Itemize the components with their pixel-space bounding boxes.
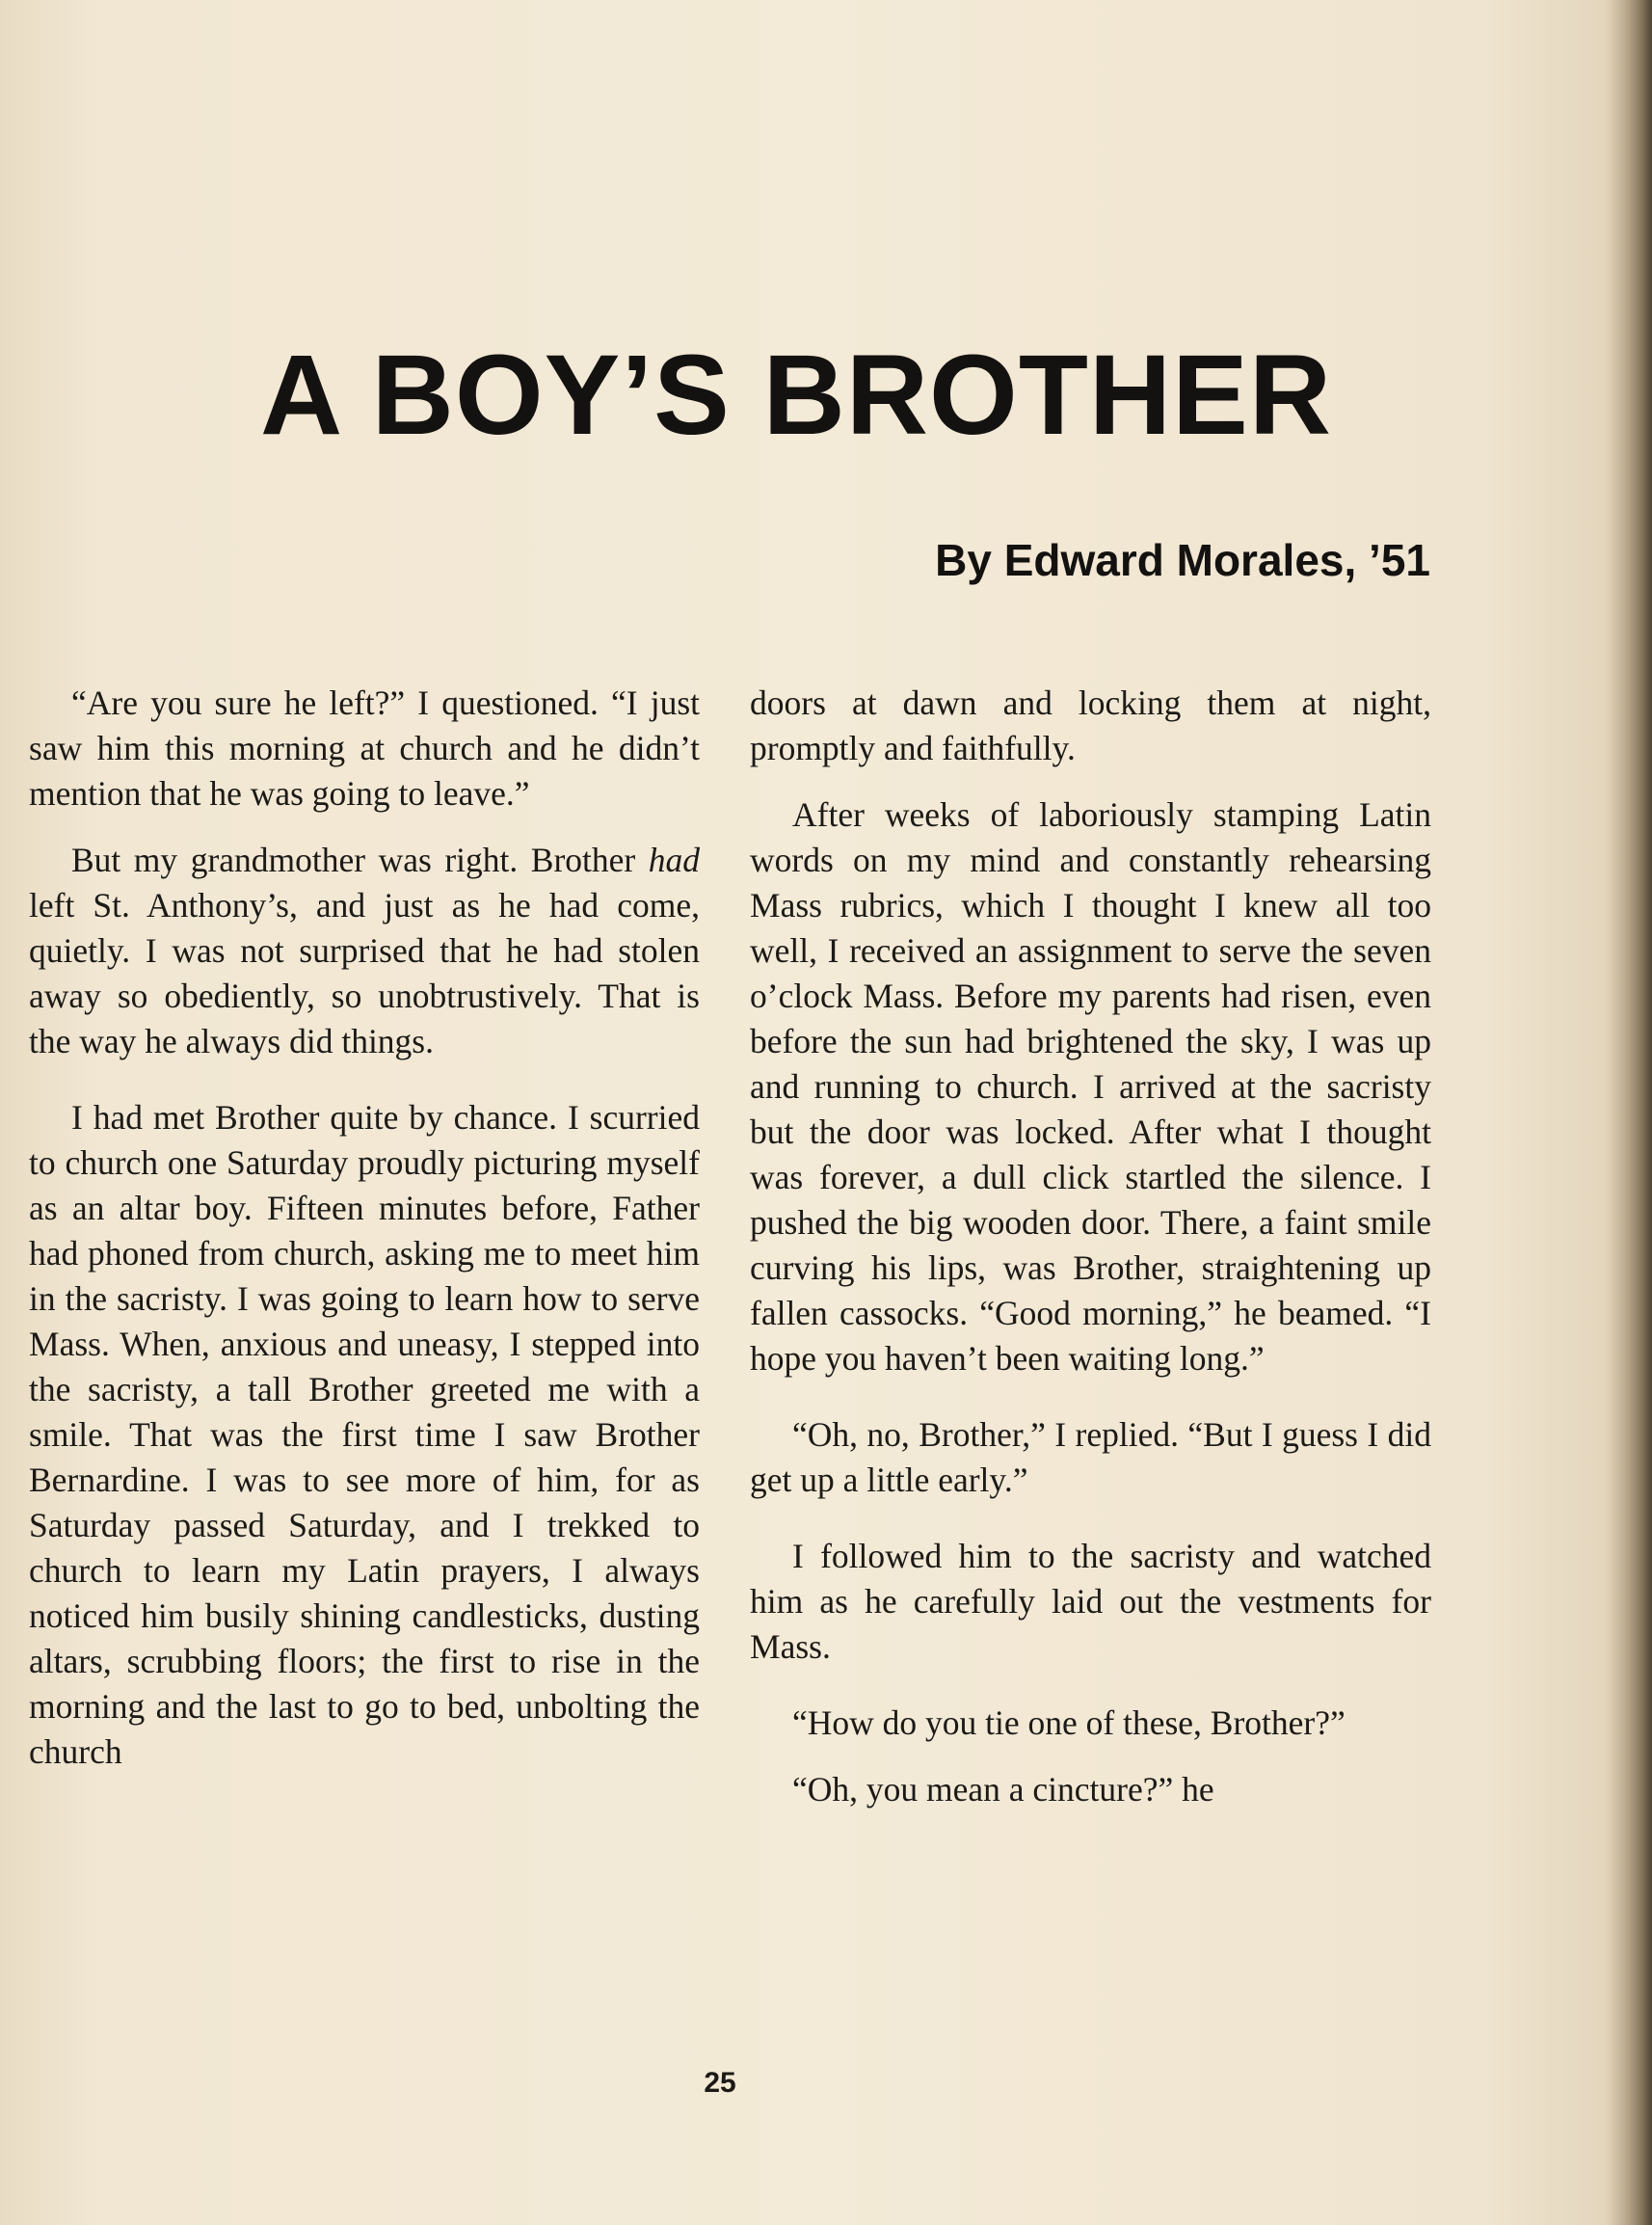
- left-text-column: [29, 681, 700, 1806]
- paragraph: [29, 838, 700, 1064]
- paragraph: “Are you sure he left?” I questioned. “I just saw him this morning at church and he didn’t mention that he was going to leave.”: [29, 684, 700, 813]
- emphasis-text: had: [648, 841, 700, 879]
- paragraph-continuation: doors at dawn and locking them at night, promptly and faithfully.: [750, 684, 1431, 767]
- page-number: 25: [704, 2067, 736, 2099]
- article-byline: By Edward Morales, ’51: [935, 535, 1430, 585]
- article-title: A BOY’S BROTHER: [260, 332, 1333, 459]
- paragraph: “Oh, you mean a cincture?” he: [792, 1770, 1214, 1809]
- right-text-column: [750, 681, 1431, 1843]
- paragraph: “How do you tie one of these, Brother?”: [792, 1703, 1346, 1742]
- paragraph: After weeks of laboriously stamping Latin words on my mind and constantly rehearsing Mass rubrics, which I thought I knew all too well, I received an assignment to serve the seven o’clock Mass. Before my parents had risen, even before the sun had brightened the sky, I was up and running to church. I arrived at the sacristy but the door was locked. After what I thought was forever, a dull click startled the silence. I pushed the big wooden door. There, a faint smile curving his lips, was Brother, straightening up fallen cassocks. “Good morning,” he beamed. “I hope you haven’t been waiting long.”: [750, 795, 1431, 1378]
- paragraph: “Oh, no, Brother,” I replied. “But I guess I did get up a little early.”: [750, 1415, 1431, 1499]
- text-run: But my grandmother was right. Brother: [71, 841, 649, 879]
- page-edge-shadow: [1608, 0, 1652, 2225]
- paragraph: I followed him to the sacristy and watched him as he carefully laid out the vestments for Mass.: [750, 1537, 1431, 1666]
- paragraph: I had met Brother quite by chance. I scurried to church one Saturday proudly picturing myself as an altar boy. Fifteen minutes before, Father had phoned from church, asking me to meet him in the sacristy. I was going to learn how to serve Mass. When, anxious and uneasy, I stepped into the sacristy, a tall Brother greeted me with a smile. That was the first time I saw Brother Bernardine. I was to see more of him, for as Saturday passed Saturday, and I trekked to church to learn my Latin prayers, I always noticed him busily shining candlesticks, dusting altars, scrubbing floors; the first to rise in the morning and the last to go to bed, unbolting the church: [29, 1098, 700, 1771]
- text-run: left St. Anthony’s, and just as he had come, quietly. I was not surprised that he had stolen away so obediently, so unobtrustively. That is the way he always did things.: [29, 886, 700, 1060]
